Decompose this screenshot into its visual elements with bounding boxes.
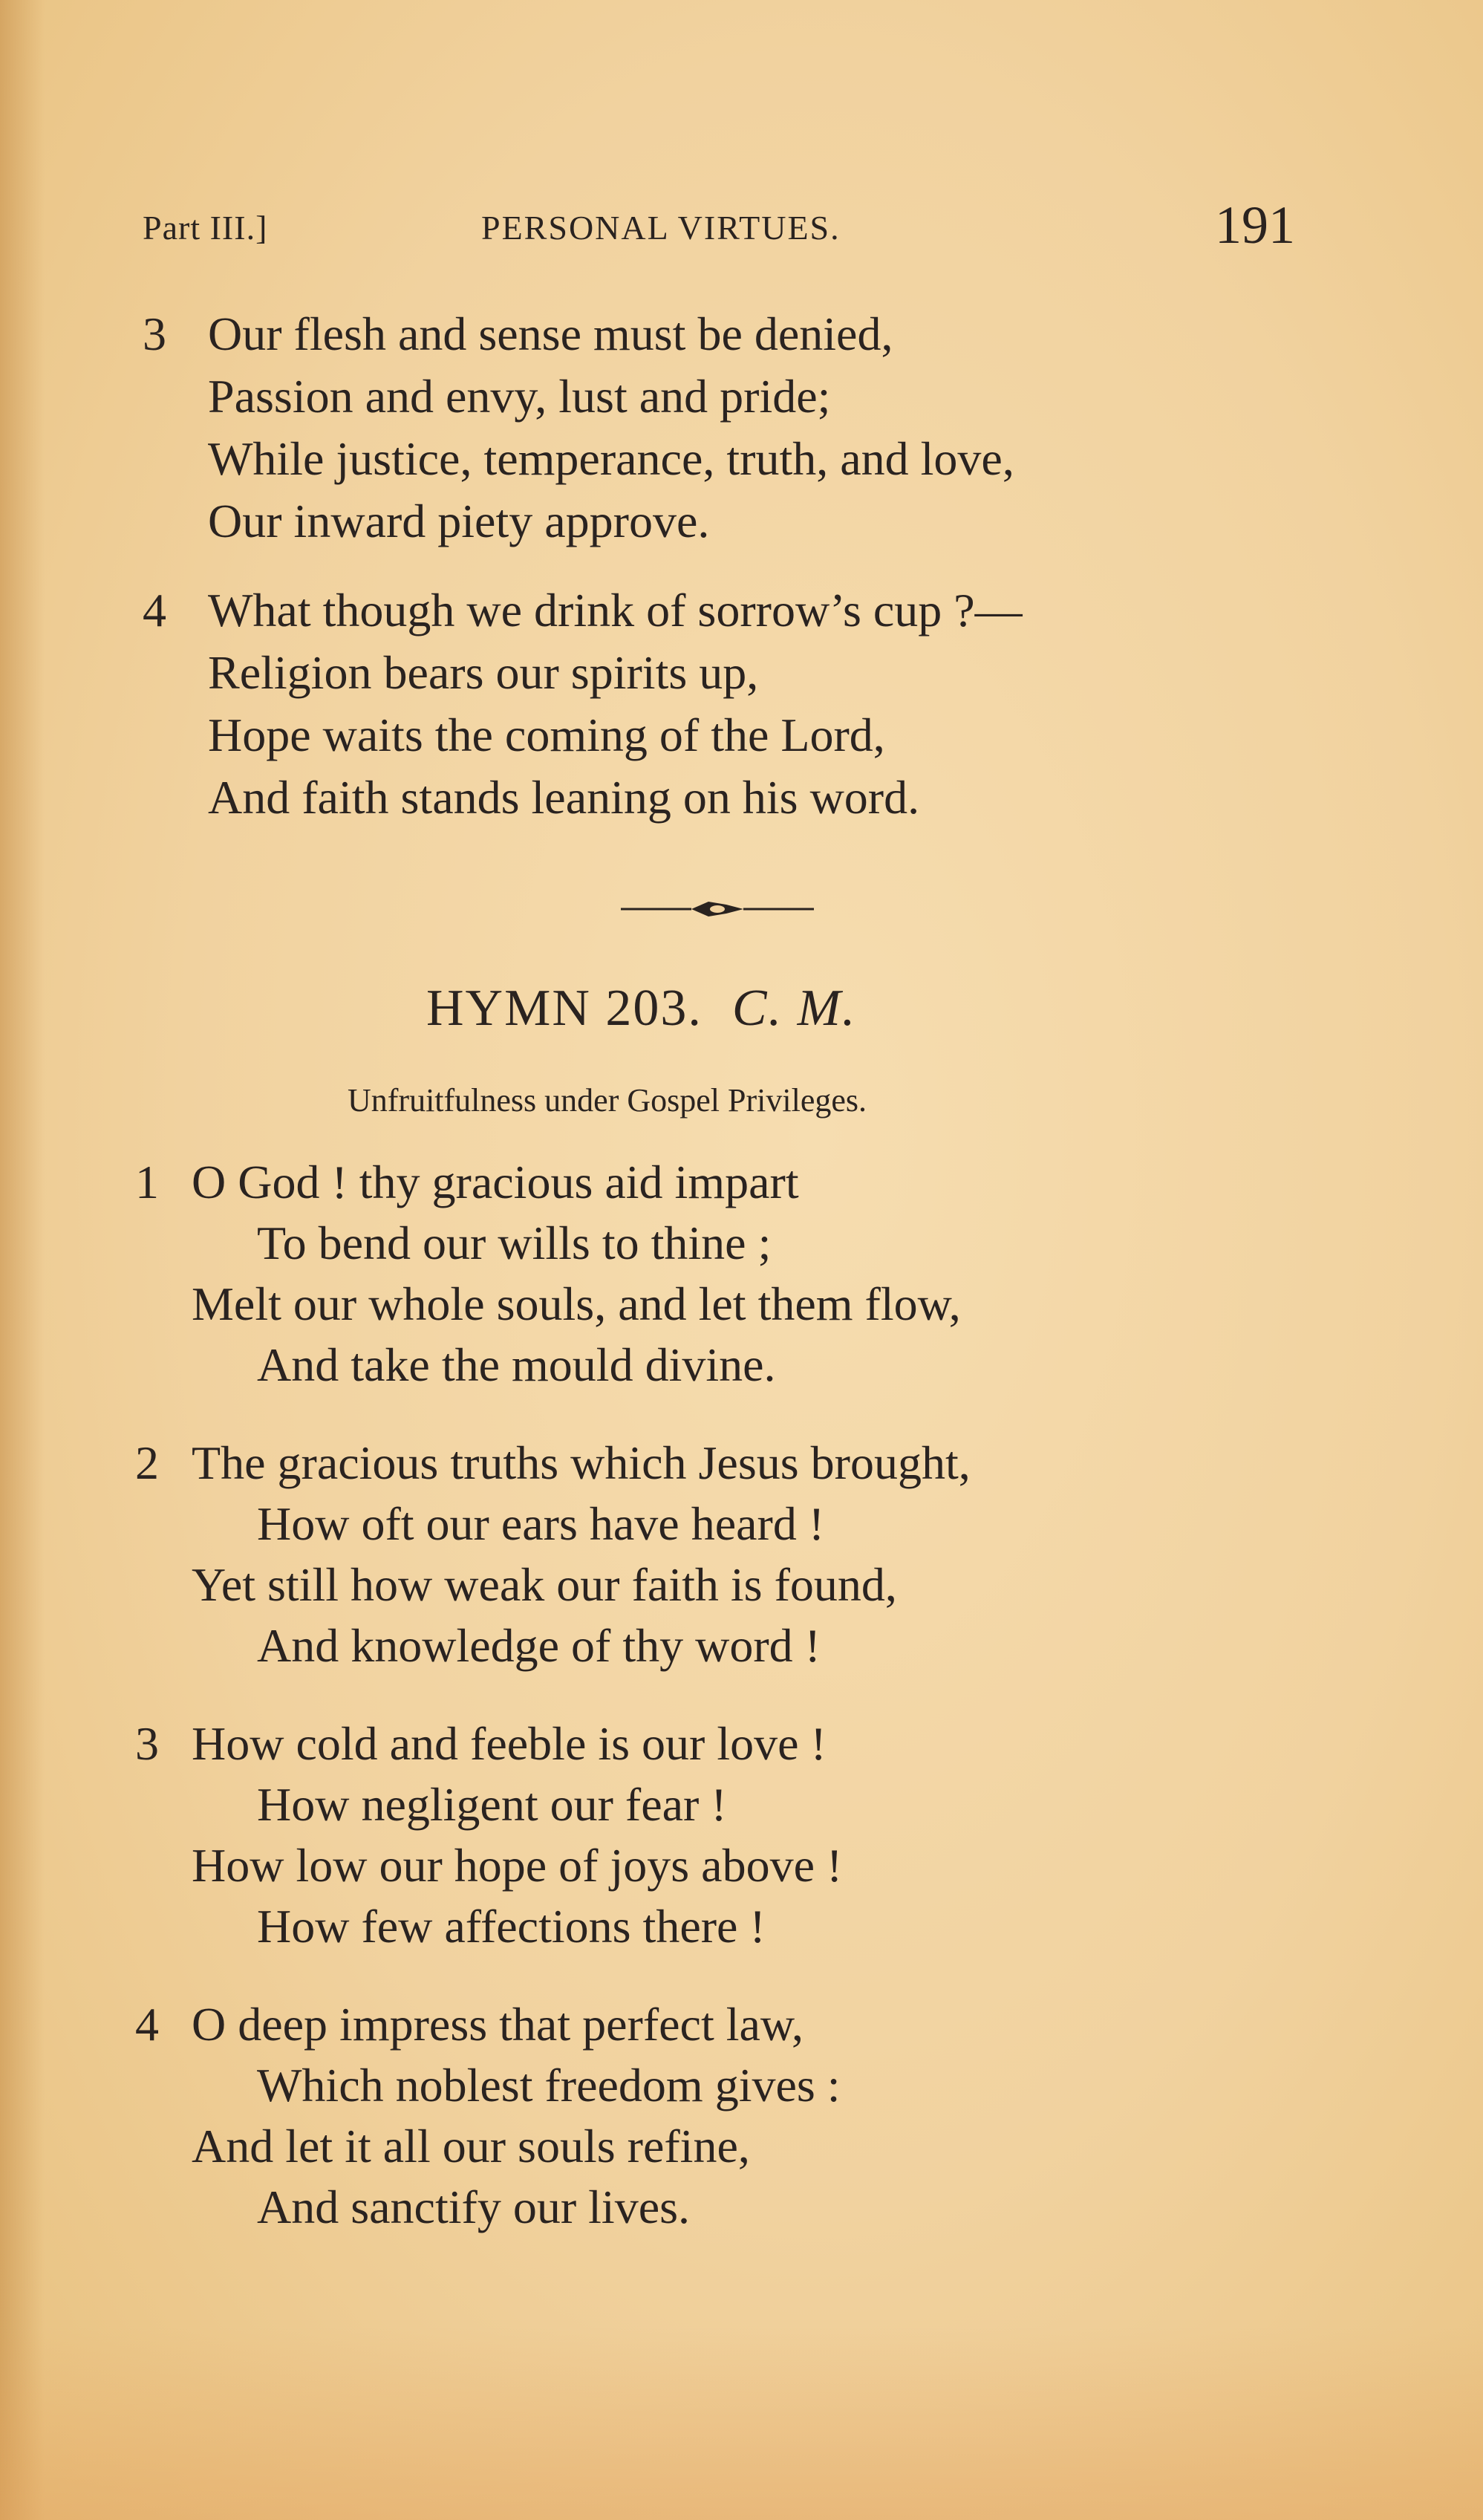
verse-line: And sanctify our lives. [257,2181,690,2233]
part-prefix: Part [143,209,201,247]
verse-line: And take the mould divine. [257,1338,776,1391]
running-header [0,195,1483,254]
verse-line: Melt our whole souls, and let them flow, [192,1277,961,1330]
verse-line: And faith stands leaning on his word. [208,771,920,824]
verse-line: Yet still how weak our faith is found, [192,1558,897,1611]
verse-line: Hope waits the coming of the Lord, [208,709,885,761]
verse-number: 2 [135,1436,159,1489]
fleuron-divider-icon [621,894,814,924]
verse-line: And let it all our souls refine, [192,2120,750,2172]
verse-line: How low our hope of joys above ! [192,1839,843,1892]
verse-number: 1 [135,1156,159,1208]
hymn-title [426,979,856,1038]
verse-number: 4 [143,584,166,636]
page-number: 191 [1215,195,1295,255]
verse-number: 3 [143,307,166,360]
verse-line: O God ! thy gracious aid impart [192,1156,799,1208]
verse-line: To bend our wills to thine ; [257,1217,772,1269]
verse-line: While justice, temperance, truth, and love, [208,432,1014,485]
verse-line: Our flesh and sense must be denied, [208,307,893,360]
hymn-meter: C. M. [731,980,857,1037]
verse-line: O deep impress that perfect law, [192,1998,804,2051]
verse-line: How cold and feeble is our love ! [192,1717,827,1770]
verse-line: The gracious truths which Jesus brought, [192,1436,971,1489]
verse-line: Religion bears our spirits up, [208,646,759,699]
hymn-subtitle: Unfruitfulness under Gospel Privileges. [348,1082,867,1119]
verse-line: How negligent our fear ! [257,1778,727,1831]
verse-number: 4 [135,1998,159,2051]
verse-line: Our inward piety approve. [208,495,710,547]
part-number: III.] [209,209,268,247]
verse-number: 3 [135,1717,159,1770]
verse-line: How few affections there ! [257,1900,766,1953]
hymn-number: HYMN 203. [426,980,703,1037]
verse-line: And knowledge of thy word ! [257,1619,821,1672]
verse-line: What though we drink of sorrow’s cup ?— [208,584,1023,636]
verse-line: Which noblest freedom gives : [257,2059,841,2112]
section-title: PERSONAL VIRTUES. [481,209,841,247]
page-edge-shadow [0,0,45,2520]
verse-line: How oft our ears have heard ! [257,1497,825,1550]
page-stain [0,2327,1483,2520]
part-label [143,208,267,247]
verse-line: Passion and envy, lust and pride; [208,370,831,423]
